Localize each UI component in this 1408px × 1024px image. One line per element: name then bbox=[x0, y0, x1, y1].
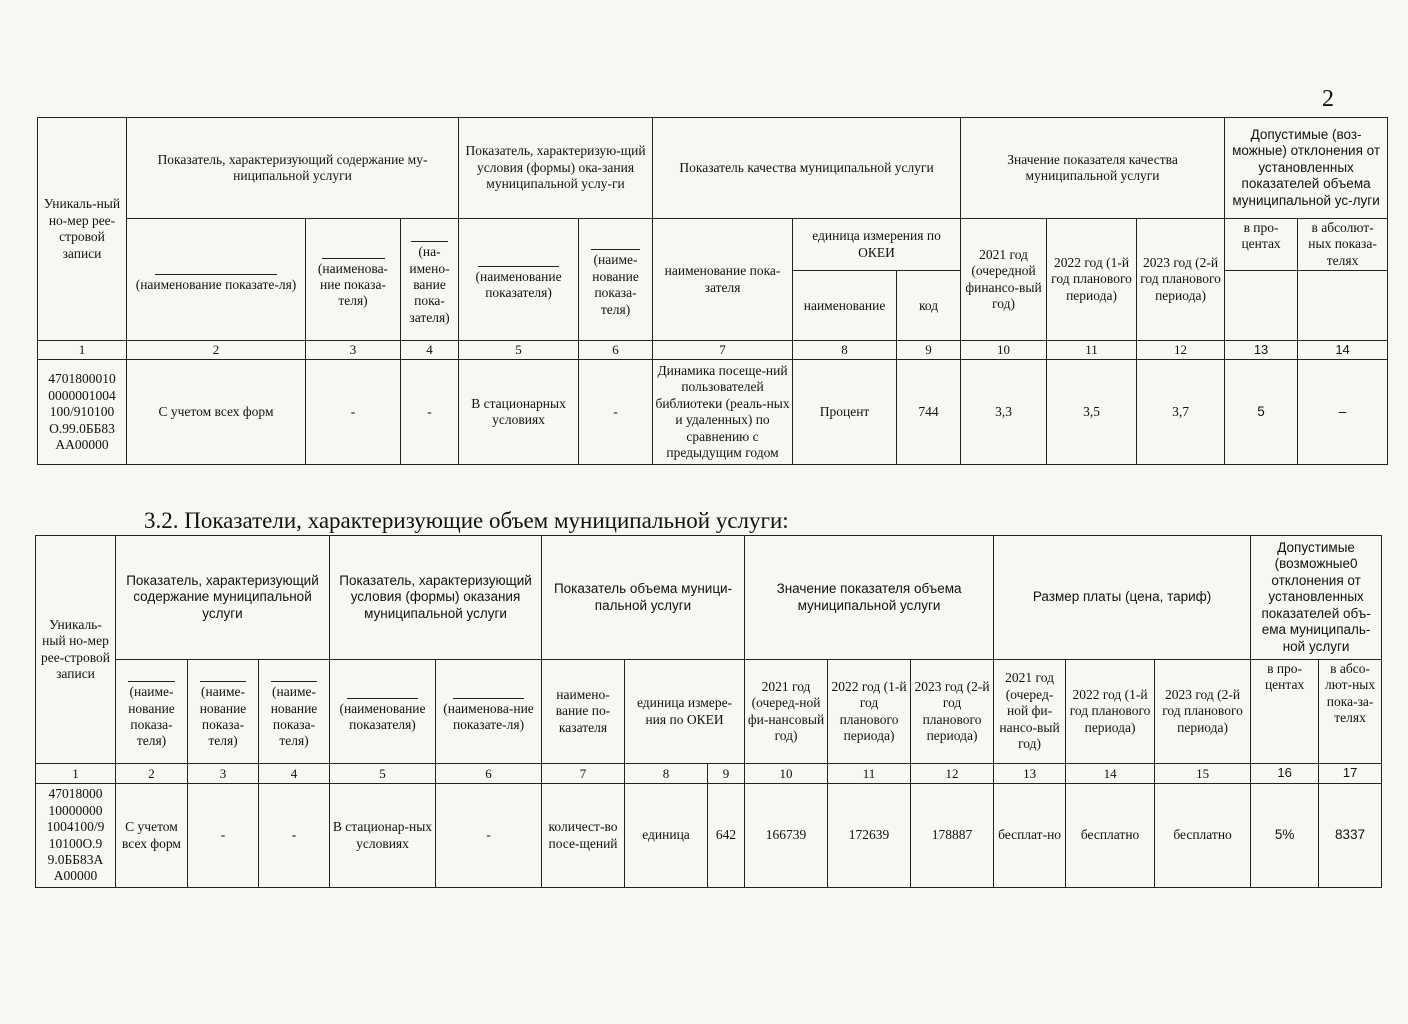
col-number: 11 bbox=[1047, 341, 1137, 360]
col-number: 3 bbox=[306, 341, 401, 360]
cell-col6: - bbox=[436, 784, 542, 888]
header-okei-unit: единица измере-ния по ОКЕИ bbox=[625, 660, 745, 764]
header-col17: в абсо-лют-ных пока-за-телях bbox=[1319, 660, 1382, 764]
column-numbers-row bbox=[36, 764, 1382, 784]
cell-col4: - bbox=[259, 784, 330, 888]
cell-value-2022: 172639 bbox=[828, 784, 911, 888]
col-number: 13 bbox=[1225, 341, 1298, 360]
header-col14: 2022 год (1-й год планового периода) bbox=[1066, 660, 1155, 764]
header-conditions-indicator: Показатель, характеризую-щий условия (формы) ока-зания муниципальной услу-ги bbox=[459, 118, 653, 219]
header-col6-text: (наименова-ние показате-ля) bbox=[443, 700, 534, 732]
header-volume-indicator: Показатель объема муници-пальной услуги bbox=[542, 536, 745, 660]
header-col5-text: (наименование показателя) bbox=[475, 268, 562, 301]
header-quality-value: Значение показателя качества муниципальной услуги bbox=[961, 118, 1225, 219]
cell-col4: - bbox=[401, 360, 459, 465]
header-conditions-indicator: Показатель, характеризующий условия (формы) оказания муниципальной услуги bbox=[330, 536, 542, 660]
header-col3-text: (наиме-нование показа-теля) bbox=[199, 684, 247, 749]
cell-content: С учетом всех форм bbox=[127, 360, 306, 465]
header-unique-number: Уникаль-ный но-мер рее-стровой записи bbox=[36, 536, 116, 764]
cell-indicator-name: количест-во посе-щений bbox=[542, 784, 625, 888]
cell-col3: - bbox=[188, 784, 259, 888]
volume-indicators-table bbox=[35, 535, 1382, 888]
header-col13: 2021 год (очеред-ной фи-нансо-вый год) bbox=[994, 660, 1066, 764]
table-row bbox=[36, 784, 1382, 888]
header-col4 bbox=[259, 660, 330, 764]
header-col4 bbox=[401, 219, 459, 341]
header-col6 bbox=[436, 660, 542, 764]
col-number: 15 bbox=[1155, 764, 1251, 784]
col-number: 8 bbox=[625, 764, 708, 784]
header-col13-blank bbox=[1225, 271, 1298, 341]
col-number: 6 bbox=[579, 341, 653, 360]
header-col5 bbox=[459, 219, 579, 341]
cell-fee-2022: бесплатно bbox=[1066, 784, 1155, 888]
cell-unique-number: 4701800010 0000001004 100/910100 О.99.0ББ83 АА00000 bbox=[38, 360, 127, 465]
col-number: 4 bbox=[401, 341, 459, 360]
cell-fee-2023: бесплатно bbox=[1155, 784, 1251, 888]
col-number: 14 bbox=[1066, 764, 1155, 784]
header-col11: 2022 год (1-й год планового периода) bbox=[828, 660, 911, 764]
header-col2-text: (наиме-нование показа-теля) bbox=[128, 684, 175, 749]
header-col3-text: (наименова-ние показа-теля) bbox=[317, 260, 389, 309]
col-number: 10 bbox=[961, 341, 1047, 360]
cell-col3: - bbox=[306, 360, 401, 465]
cell-unit-code: 642 bbox=[708, 784, 745, 888]
cell-unique-number: 47018000 10000000 1004100/9 10100О.9 9.0ББ83А А00000 bbox=[36, 784, 116, 888]
header-fee: Размер платы (цена, тариф) bbox=[994, 536, 1251, 660]
cell-unit-name: Процент bbox=[793, 360, 897, 465]
header-volume-value: Значение показателя объема муниципальной услуги bbox=[745, 536, 994, 660]
header-okei-unit: единица измерения по ОКЕИ bbox=[793, 219, 961, 271]
page-number: 2 bbox=[1322, 86, 1334, 112]
col-number: 12 bbox=[911, 764, 994, 784]
cell-col6: - bbox=[579, 360, 653, 465]
col-number: 9 bbox=[708, 764, 745, 784]
column-numbers-row bbox=[38, 341, 1388, 360]
cell-percent: 5% bbox=[1251, 784, 1319, 888]
header-col16: в про-центах bbox=[1251, 660, 1319, 764]
col-number: 17 bbox=[1319, 764, 1382, 784]
header-col4-text: (на-имено-вание пока-зателя) bbox=[409, 244, 450, 325]
header-deviations: Допустимые (воз-можные) отклонения от установленных показателей объема муниципальной ус-луги bbox=[1225, 118, 1388, 219]
header-col6 bbox=[579, 219, 653, 341]
cell-unit-code: 744 bbox=[897, 360, 961, 465]
header-col8: наименование bbox=[793, 271, 897, 341]
col-number: 13 bbox=[994, 764, 1066, 784]
header-col2-text: (наименование показате-ля) bbox=[135, 276, 297, 292]
header-col2 bbox=[127, 219, 306, 341]
header-col6-text: (наиме-нование показа-теля) bbox=[592, 252, 639, 317]
header-col13: в про-центах bbox=[1225, 219, 1298, 271]
col-number: 2 bbox=[127, 341, 306, 360]
col-number: 2 bbox=[116, 764, 188, 784]
col-number: 7 bbox=[653, 341, 793, 360]
header-col4-text: (наиме-нование показа-теля) bbox=[270, 684, 318, 749]
cell-conditions: В стационарных условиях bbox=[459, 360, 579, 465]
header-col7: наимено-вание по-казателя bbox=[542, 660, 625, 764]
header-col12: 2023 год (2-й год планового периода) bbox=[911, 660, 994, 764]
header-unique-number: Уникаль-ный но-мер рее-стровой записи bbox=[38, 118, 127, 341]
header-col2 bbox=[116, 660, 188, 764]
header-col11: 2022 год (1-й год планового периода) bbox=[1047, 219, 1137, 341]
col-number: 8 bbox=[793, 341, 897, 360]
col-number: 3 bbox=[188, 764, 259, 784]
table-row bbox=[38, 360, 1388, 465]
header-col5-text: (наименование показателя) bbox=[339, 700, 426, 732]
header-quality-indicator: Показатель качества муниципальной услуги bbox=[653, 118, 961, 219]
col-number: 10 bbox=[745, 764, 828, 784]
col-number: 12 bbox=[1137, 341, 1225, 360]
header-col5 bbox=[330, 660, 436, 764]
header-col9: код bbox=[897, 271, 961, 341]
col-number: 5 bbox=[459, 341, 579, 360]
col-number: 1 bbox=[38, 341, 127, 360]
col-number: 14 bbox=[1298, 341, 1388, 360]
header-content-indicator: Показатель, характеризующий содержание му-ниципальной услуги bbox=[127, 118, 459, 219]
col-number: 1 bbox=[36, 764, 116, 784]
cell-value-2023: 3,7 bbox=[1137, 360, 1225, 465]
header-col3 bbox=[306, 219, 401, 341]
cell-indicator-name: Динамика посеще-ний пользователей библиотеки (реаль-ных и удаленных) по сравнению с предыдущим годом bbox=[653, 360, 793, 465]
cell-value-2022: 3,5 bbox=[1047, 360, 1137, 465]
header-col7: наименование пока-зателя bbox=[653, 219, 793, 341]
cell-absolute: – bbox=[1298, 360, 1388, 465]
cell-absolute: 8337 bbox=[1319, 784, 1382, 888]
col-number: 16 bbox=[1251, 764, 1319, 784]
cell-unit-name: единица bbox=[625, 784, 708, 888]
col-number: 5 bbox=[330, 764, 436, 784]
section-title: 3.2. Показатели, характеризующие объем муниципальной услуги: bbox=[144, 508, 789, 533]
header-content-indicator: Показатель, характеризующий содержание муниципальной услуги bbox=[116, 536, 330, 660]
header-col12: 2023 год (2-й год планового периода) bbox=[1137, 219, 1225, 341]
cell-value-2021: 3,3 bbox=[961, 360, 1047, 465]
col-number: 11 bbox=[828, 764, 911, 784]
cell-value-2023: 178887 bbox=[911, 784, 994, 888]
col-number: 4 bbox=[259, 764, 330, 784]
cell-percent: 5 bbox=[1225, 360, 1298, 465]
cell-conditions: В стационар-ных условиях bbox=[330, 784, 436, 888]
col-number: 7 bbox=[542, 764, 625, 784]
quality-indicators-table bbox=[37, 117, 1388, 465]
header-col3 bbox=[188, 660, 259, 764]
col-number: 9 bbox=[897, 341, 961, 360]
header-col10: 2021 год (очередной финансо-вый год) bbox=[961, 219, 1047, 341]
cell-fee-2021: бесплат-но bbox=[994, 784, 1066, 888]
cell-content: С учетом всех форм bbox=[116, 784, 188, 888]
col-number: 6 bbox=[436, 764, 542, 784]
header-col14-blank bbox=[1298, 271, 1388, 341]
header-col15: 2023 год (2-й год планового периода) bbox=[1155, 660, 1251, 764]
header-col10: 2021 год (очеред-ной фи-нансовый год) bbox=[745, 660, 828, 764]
cell-value-2021: 166739 bbox=[745, 784, 828, 888]
header-deviations: Допустимые (возможные0 отклонения от установленных показателей объ-ема муниципаль-ной услуги bbox=[1251, 536, 1382, 660]
header-col14: в абсолют-ных показа-телях bbox=[1298, 219, 1388, 271]
